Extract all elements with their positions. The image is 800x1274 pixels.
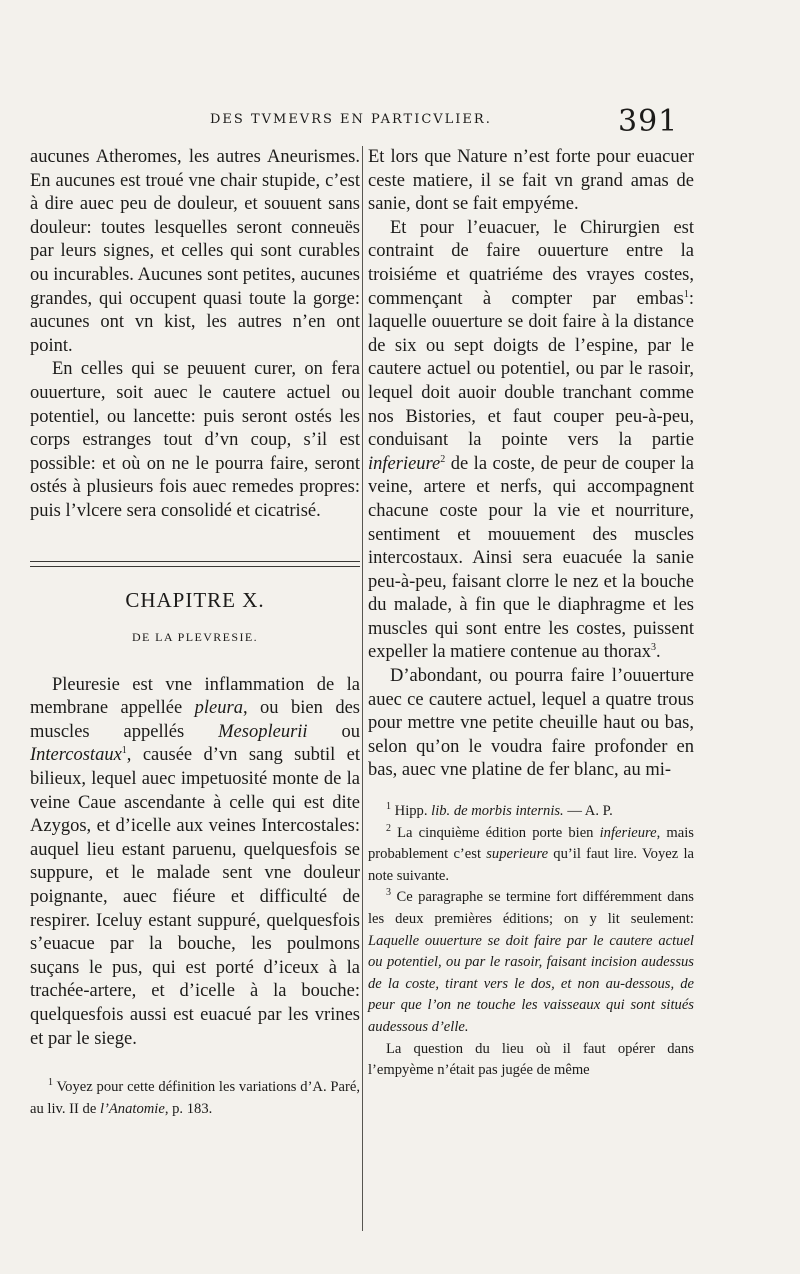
text-run: . <box>656 642 661 663</box>
page-number: 391 <box>618 104 679 139</box>
footnote-3 <box>368 887 694 1038</box>
footnote-ref: 1 <box>121 745 127 757</box>
left-paragraph-1: aucunes Atheromes, les autres Aneurismes. En aucunes est troué vne chair stupide, c’est à dire auec peu de douleur, et souuent sans douleur: toutes lesquelles seront conneuës par leurs signes, et celles qui sont curables ou incurables. Aucunes sont petites, aucunes grandes, qui occupent quasi toute la gorge: aucunes ont vn kist, les autres n’en ont point. <box>30 147 360 356</box>
footnote-number: 1 <box>48 1077 53 1089</box>
left-footnotes <box>30 1077 360 1120</box>
text-run: ou <box>307 721 361 742</box>
text-run: — A. P. <box>563 803 613 820</box>
text-run: Voyez pour cette définition les variations d’A. Paré, au liv. II de <box>30 1079 360 1117</box>
chapter-subtitle: DE LA PLEVRESIE. <box>131 630 259 645</box>
footnote-continuation: La question du lieu où il faut opérer dans l’empyème n’était pas jugée de même <box>368 1040 694 1079</box>
footnote-2 <box>368 823 694 888</box>
text-run: qu’il faut lire. Voyez la note suivante. <box>368 846 694 884</box>
footnote-1 <box>368 801 694 823</box>
left-paragraph-2: En celles qui se peuuent curer, on fera ouuerture, soit auec le cautere actuel ou potentiel, ou lancette: puis seront ostés les corps estranges tout d’vn coup, s’il est possible: et où on ne le pourra faire, seront ostés à plusieurs fois auec remedes propres: puis l’vlcere sera consolidé et cicatrisé. <box>30 359 360 521</box>
column-divider <box>362 146 363 1231</box>
italic-term-mesopleurii: Mesopleurii <box>218 721 308 742</box>
text-run: Pleuresie est vne inflammation de la membrane appellée <box>30 674 360 719</box>
footnote-number: 2 <box>386 822 391 834</box>
italic-term: lib. de morbis internis. <box>431 803 564 820</box>
text-run: Et pour l’euacuer, le Chirurgien est contraint de faire ouuerture entre la troisiéme et quatriéme des vrayes costes, commençant à compter par embas <box>368 217 694 309</box>
right-footnotes <box>368 801 694 1082</box>
italic-term-pleura: pleura <box>194 698 243 719</box>
text-run: , causée d’vn sang subtil et bilieux, lequel auec impetuosité monte de la veine Caue ascendante à celle qui est dite Azygos, et d’icelle aux veines Intercostales: auquel lieu estant paruenu, quelquesfois se suppure, et le malade sent vne douleur poignante, auec fiéure et difficulté de respirer. Iceluy estant suppuré, quelquesfois s’euacue par la bouche, les poulmons suçans le pus, qui est porté d’iceux à la trachée-artere, et d’icelle à la bouche: quelquesfois aussi est euacué par les vrines et par le siege. <box>30 745 360 1049</box>
footnote-ref: 2 <box>440 453 446 465</box>
left-column <box>30 146 360 1120</box>
text-run: de la coste, de peur de couper la veine, artere et nerfs, qui accompagnent chacune coste pour la vie et nourriture, sentiment et mouuement des muscles intercostaux. Ainsi sera euacuée la sanie peu-à-peu, faisant clorre le nez et la bouche du malade, à fin que le diaphragme et les muscles qui sont entre les costes, puissent expeller la matiere contenue au thorax <box>368 453 694 663</box>
italic-term: superieure <box>486 846 549 863</box>
footnote-1 <box>30 1077 360 1120</box>
footnote-ref: 1 <box>683 288 689 300</box>
right-paragraph-2 <box>368 217 694 665</box>
text-run: : laquelle ouuerture se doit faire à la distance de six ou sept doigts de l’espine, par le cautere actuel ou potentiel, ou par le rasoir, lequel doit auoir double tranchant comme nos Bistories, et faut couper peu-à-peu, conduisant la pointe vers la partie <box>368 288 694 451</box>
italic-term: inferieure <box>599 824 657 841</box>
footnote-number: 1 <box>386 801 391 813</box>
text-run: , p. 183. <box>164 1100 213 1117</box>
italic-term: l’Anatomie <box>99 1100 165 1117</box>
text-run: Hipp. <box>391 803 432 820</box>
italic-term-inferieure: inferieure <box>368 453 441 474</box>
text-run: , mais probablement c’est <box>368 824 694 863</box>
running-header: DES TVMEVRS EN PARTICVLIER. <box>210 112 492 127</box>
text-run: Ce paragraphe se termine fort différemment dans les deux premières éditions; on y lit seulement: <box>368 889 694 927</box>
chapter-title: CHAPITRE X. <box>125 587 265 612</box>
chapter-separator-rule <box>30 561 360 567</box>
text-run: , ou bien des muscles appellés <box>30 698 360 742</box>
italic-term-intercostaux: Intercostaux <box>30 745 122 766</box>
text-run: La cinquième édition porte bien <box>391 824 600 841</box>
footnote-ref: 3 <box>651 642 657 654</box>
right-paragraph-3: D’abondant, ou pourra faire l’ouuerture auec ce cautere actuel, lequel a quatre trous pour mettre vne petite cheuille haut ou bas, selon qu’on le voudra faire profonder en bas, auec vne platine de fer blanc, au mi- <box>368 666 694 781</box>
left-paragraph-3 <box>30 674 360 1052</box>
right-paragraph-1: Et lors que Nature n’est forte pour euacuer ceste matiere, il se fait vn grand amas de sanie, dont se fait empyéme. <box>368 147 694 215</box>
italic-quotation: Laquelle ouuerture se doit faire par le cautere actuel ou potentiel, ou par le rasoir, faisant incision audessus de la coste, tirant vers le dos, et non au-dessous, de peur que l’on ne touche les vaisseaux qui sont situés audessous d’elle. <box>368 932 694 1035</box>
footnote-number: 3 <box>386 887 391 899</box>
right-column <box>368 146 694 1082</box>
